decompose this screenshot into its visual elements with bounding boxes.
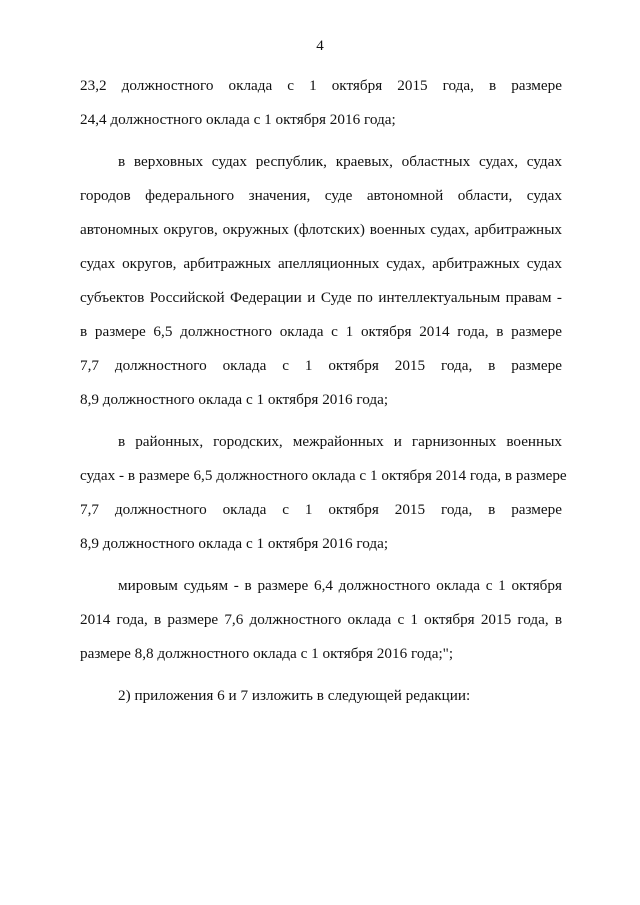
text-line: городов федерального значения, суде автономной области, судах bbox=[80, 187, 562, 204]
paragraph-5 bbox=[80, 682, 562, 716]
paragraph-3 bbox=[80, 428, 567, 564]
text-line: судах - в размере 6,5 должностного оклада с 1 октября 2014 года, в размере bbox=[80, 467, 567, 484]
text-line: 7,7 должностного оклада с 1 октября 2015 года, в размере bbox=[80, 501, 562, 518]
paragraph-1 bbox=[80, 72, 562, 140]
text-line: 24,4 должностного оклада с 1 октября 2016 года; bbox=[80, 111, 396, 128]
document-body bbox=[80, 72, 567, 716]
paragraph-4 bbox=[80, 572, 562, 674]
text-line: 8,9 должностного оклада с 1 октября 2016 года; bbox=[80, 535, 389, 552]
text-line: мировым судьям - в размере 6,4 должностного оклада с 1 октября bbox=[118, 577, 562, 594]
text-line: субъектов Российской Федерации и Суде по интеллектуальным правам - bbox=[80, 289, 562, 306]
text-line: 8,9 должностного оклада с 1 октября 2016 года; bbox=[80, 391, 389, 408]
text-line: автономных округов, окружных (флотских) военных судах, арбитражных bbox=[80, 221, 562, 238]
text-line: в районных, городских, межрайонных и гарнизонных военных bbox=[118, 433, 562, 450]
text-line: размере 8,8 должностного оклада с 1 октября 2016 года;"; bbox=[80, 645, 454, 662]
paragraph-2 bbox=[80, 148, 562, 420]
page-number: 4 bbox=[316, 38, 324, 54]
text-line: 2014 года, в размере 7,6 должностного оклада с 1 октября 2015 года, в bbox=[80, 611, 562, 628]
text-line: 7,7 должностного оклада с 1 октября 2015 года, в размере bbox=[80, 357, 562, 374]
text-line: 23,2 должностного оклада с 1 октября 2015 года, в размере bbox=[80, 77, 562, 94]
text-line: в верховных судах республик, краевых, областных судах, судах bbox=[118, 153, 562, 170]
text-line: в размере 6,5 должностного оклада с 1 октября 2014 года, в размере bbox=[80, 323, 562, 340]
text-line: судах округов, арбитражных апелляционных судах, арбитражных судах bbox=[80, 255, 562, 272]
text-line: 2) приложения 6 и 7 изложить в следующей редакции: bbox=[118, 687, 471, 704]
